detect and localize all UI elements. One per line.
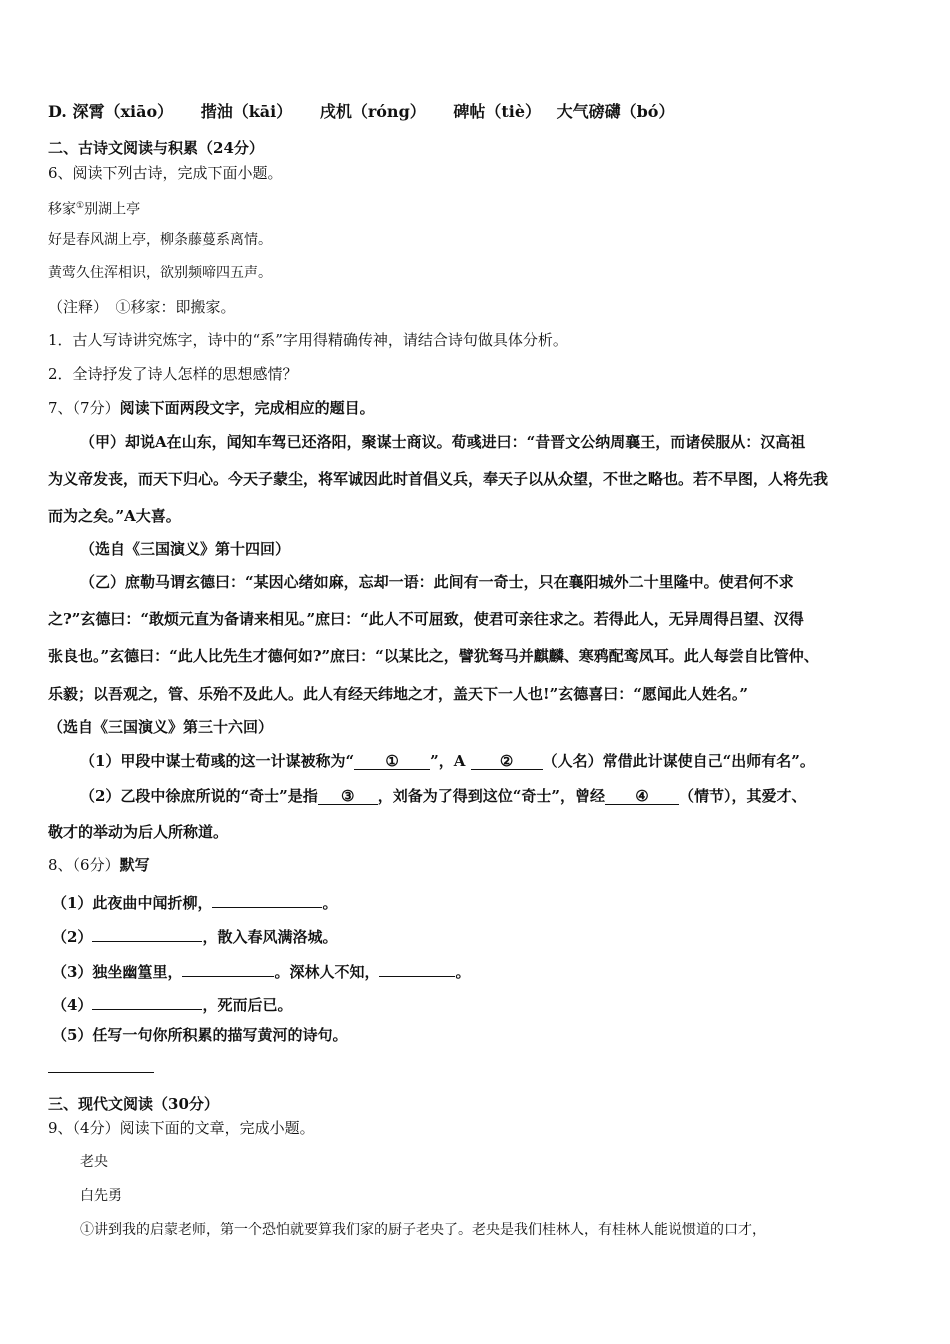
- poem-title-b: 别湖上亭: [84, 201, 141, 218]
- q7-sub-2: [80, 786, 806, 806]
- dictation-blank[interactable]: [182, 958, 274, 977]
- poem-title-a: 移家: [48, 201, 76, 218]
- option-item: 碑帖（tiè）: [453, 102, 541, 121]
- dictation-5: （5）任写一句你所积累的描写黄河的诗句。: [52, 1026, 348, 1044]
- poem-note-mark: ①: [76, 201, 85, 211]
- dictation-text: （4）: [52, 996, 93, 1014]
- section-3-title: 三、现代文阅读（30分）: [48, 1095, 219, 1113]
- passage-jia-line-3: 而为之矣。”A大喜。: [48, 507, 181, 525]
- q7-sub-1-text: （人名）常借此计谋使自己“出师有名”。: [542, 752, 815, 770]
- q7-sub-1-text: （1）甲段中谋士荀彧的这一计谋被称为“: [80, 752, 355, 770]
- q7-sub-2-cont: 敬才的举动为后人所称道。: [48, 823, 229, 841]
- q7-sub-1: [80, 751, 815, 771]
- article-paragraph-1: ①讲到我的启蒙老师，第一个恐怕就要算我们家的厨子老央了。老央是我们桂林人，有桂林人能说惯道的口才，: [80, 1222, 766, 1238]
- poem-annotation: （注释） ①移家：即搬家。: [48, 298, 236, 316]
- dictation-text: 。深林人不知，: [274, 963, 380, 981]
- dictation-4: [52, 991, 292, 1015]
- section-2-title: 二、古诗文阅读与积累（24分）: [48, 139, 264, 157]
- passage-yi-line-1: （乙）庶勒马谓玄德曰：“某因心绪如麻，忘却一语：此间有一奇士，只在襄阳城外二十里隆中。使君何不求: [80, 573, 794, 591]
- dictation-text: ，散入春风满洛城。: [202, 928, 338, 946]
- q6-intro: 6、阅读下列古诗，完成下面小题。: [48, 164, 283, 182]
- q8-number: 8、（6分）: [48, 856, 120, 874]
- dictation-text: 。: [322, 894, 338, 912]
- passage-yi-source: （选自《三国演义》第三十六回）: [48, 718, 274, 736]
- dictation-text: （2）: [52, 928, 93, 946]
- article-title: 老央: [80, 1154, 108, 1170]
- passage-yi-line-3: 张良也。”玄德曰：“此人比先生才德何如?”庶曰：“以某比之，譬犹驽马并麒麟、寒鸦配鸾凤耳。此人每尝自比管仲、: [48, 647, 819, 665]
- dictation-text: ，死而后已。: [202, 996, 293, 1014]
- dictation-text: （1）此夜曲中闻折柳，: [52, 894, 213, 912]
- dictation-blank[interactable]: [212, 889, 322, 908]
- dictation-text: （3）独坐幽篁里，: [52, 963, 183, 981]
- q8-instruction: 默写: [119, 856, 150, 874]
- passage-yi-line-4: 乐毅；以吾观之，管、乐殆不及此人。此人有经天纬地之才，盖天下一人也!”玄德喜曰：“愿闻此人姓名。”: [48, 685, 748, 703]
- dictation-blank[interactable]: [92, 923, 202, 942]
- passage-jia-line-2: 为义帝发丧，而天下归心。今天子蒙尘，将军诚因此时首倡义兵，奉天子以从众望，不世之略也。若不早图，人将先我: [48, 470, 829, 488]
- dictation-blank[interactable]: [92, 991, 202, 1010]
- q5-option-d: [48, 102, 674, 122]
- q9-intro: 9、（4分）阅读下面的文章，完成小题。: [48, 1119, 315, 1137]
- q6-sub-1: 1．古人写诗讲究炼字，诗中的“系”字用得精确传神，请结合诗句做具体分析。: [48, 331, 568, 349]
- dictation-3: [52, 958, 470, 982]
- q7-sub-2-text: （2）乙段中徐庶所说的“奇士”是指: [80, 787, 318, 805]
- dictation-1: [52, 889, 337, 913]
- answer-blank-3[interactable]: ③: [318, 786, 378, 805]
- option-item: 大气磅礴（bó）: [556, 102, 675, 121]
- q7-number: 7、（7分）: [48, 399, 120, 417]
- passage-jia-source: （选自《三国演义》第十四回）: [80, 540, 291, 558]
- q7-sub-1-text: ”，A: [430, 752, 471, 770]
- option-item: 深霄（xiāo）: [72, 102, 174, 121]
- option-label: D.: [48, 102, 67, 121]
- option-item: 戌机（róng）: [319, 102, 426, 121]
- q6-sub-2: 2．全诗抒发了诗人怎样的思想感情？: [48, 365, 298, 383]
- q7-sub-2-text: （情节），其爱才、: [678, 787, 807, 805]
- q7-heading: [48, 398, 375, 418]
- q7-sub-2-text: ，刘备为了得到这位“奇士”，曾经: [377, 787, 605, 805]
- dictation-blank[interactable]: [379, 958, 455, 977]
- passage-yi-line-2: 之?”玄德曰：“敢烦元直为备请来相见。”庶曰：“此人不可屈致，使君可亲往求之。若得此人，无异周得吕望、汉得: [48, 610, 804, 628]
- passage-jia-line-1: （甲）却说A在山东，闻知车驾已还洛阳，聚谋士商议。荀彧进曰：“昔晋文公纳周襄王，而诸侯服从：汉高祖: [80, 433, 806, 451]
- dictation-5-answer-line[interactable]: [48, 1072, 154, 1073]
- poem-line-2: 黄莺久住浑相识，欲别频啼四五声。: [48, 265, 272, 281]
- dictation-text: 。: [455, 963, 471, 981]
- poem-title: [48, 196, 140, 220]
- answer-blank-2[interactable]: ②: [471, 751, 543, 770]
- option-item: 揩油（kāi）: [200, 102, 293, 121]
- q7-instruction: 阅读下面两段文字，完成相应的题目。: [119, 399, 375, 417]
- article-author: 白先勇: [80, 1188, 122, 1204]
- dictation-2: [52, 923, 337, 947]
- answer-blank-4[interactable]: ④: [605, 786, 679, 805]
- answer-blank-1[interactable]: ①: [354, 751, 430, 770]
- q8-heading: [48, 855, 150, 875]
- poem-line-1: 好是春风湖上亭，柳条藤蔓系离情。: [48, 232, 272, 248]
